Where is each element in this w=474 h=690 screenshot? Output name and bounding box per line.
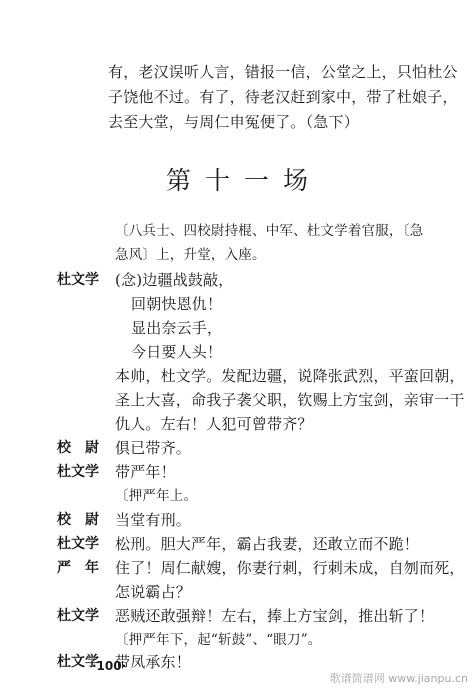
dialogue-line: 当堂有刑。	[115, 511, 192, 529]
intro-line: 有，老汉误听人言，错报一信，公堂之上，只怕杜公	[108, 63, 458, 81]
stage-direction: 急风〕上，升堂，入座。	[115, 247, 266, 263]
stage-direction: 〔八兵士、四校尉持棍、中军、杜文学着官服，〔急	[115, 223, 424, 239]
verse-line: 显出奈云手，	[131, 319, 223, 337]
speaker-name: 杜文学	[57, 536, 99, 552]
dialogue-line: 住了！周仁献嫂，你妻行刺，行刺未成，自刎而死，	[115, 559, 465, 577]
stage-direction: 〔押严年上。	[115, 488, 198, 504]
dialogue-line: 本帅，杜文学。发配边疆，说降张武烈，平蛮回朝，	[115, 367, 465, 385]
page-number: ·100·	[92, 659, 127, 673]
speaker-name: 杜文学	[57, 464, 99, 480]
dialogue-line: (念)边疆战鼓敲，	[115, 271, 234, 289]
speaker-name: 杜文学	[57, 654, 99, 670]
speaker-name: 杜文学	[57, 608, 99, 624]
dialogue-line: 仇人。左右！人犯可曾带齐？	[115, 415, 313, 433]
speaker-name: 校 尉	[57, 512, 99, 528]
scene-title: 第十一场	[165, 166, 322, 195]
dialogue-line: 恶贼还敢强辩！左右，捧上方宝剑，推出斩了！	[115, 607, 435, 625]
verse-line: 今日要人头！	[131, 343, 223, 361]
intro-line: 子饶他不过。有了，待老汉赶到家中，带了杜娘子，	[108, 88, 458, 106]
stage-direction: 〔押严年下，起“斩鼓”、“眼刀”。	[115, 632, 322, 648]
speaker-name: 杜文学	[57, 272, 99, 288]
dialogue-line: 圣上大喜，命我子袭父职，钦赐上方宝剑，亲审一干	[115, 391, 465, 409]
verse-line: 回朝快恩仇！	[131, 295, 223, 313]
dialogue-line: 带凤承东！	[115, 653, 192, 671]
dialogue-line: 松刑。胆大严年，霸占我妻，还敢立而不跪！	[115, 535, 420, 553]
dialogue-line: 怎说霸占？	[115, 583, 192, 601]
watermark: 歌谱简谱网 www.jianpu.cn	[329, 672, 468, 685]
speaker-name: 严 年	[57, 560, 99, 576]
dialogue-line: 俱已带齐。	[115, 439, 192, 457]
speaker-name: 校 尉	[57, 440, 99, 456]
dialogue-line: 带严年！	[115, 463, 176, 481]
intro-line: 去至大堂，与周仁申冤便了。（急下）	[108, 113, 359, 131]
